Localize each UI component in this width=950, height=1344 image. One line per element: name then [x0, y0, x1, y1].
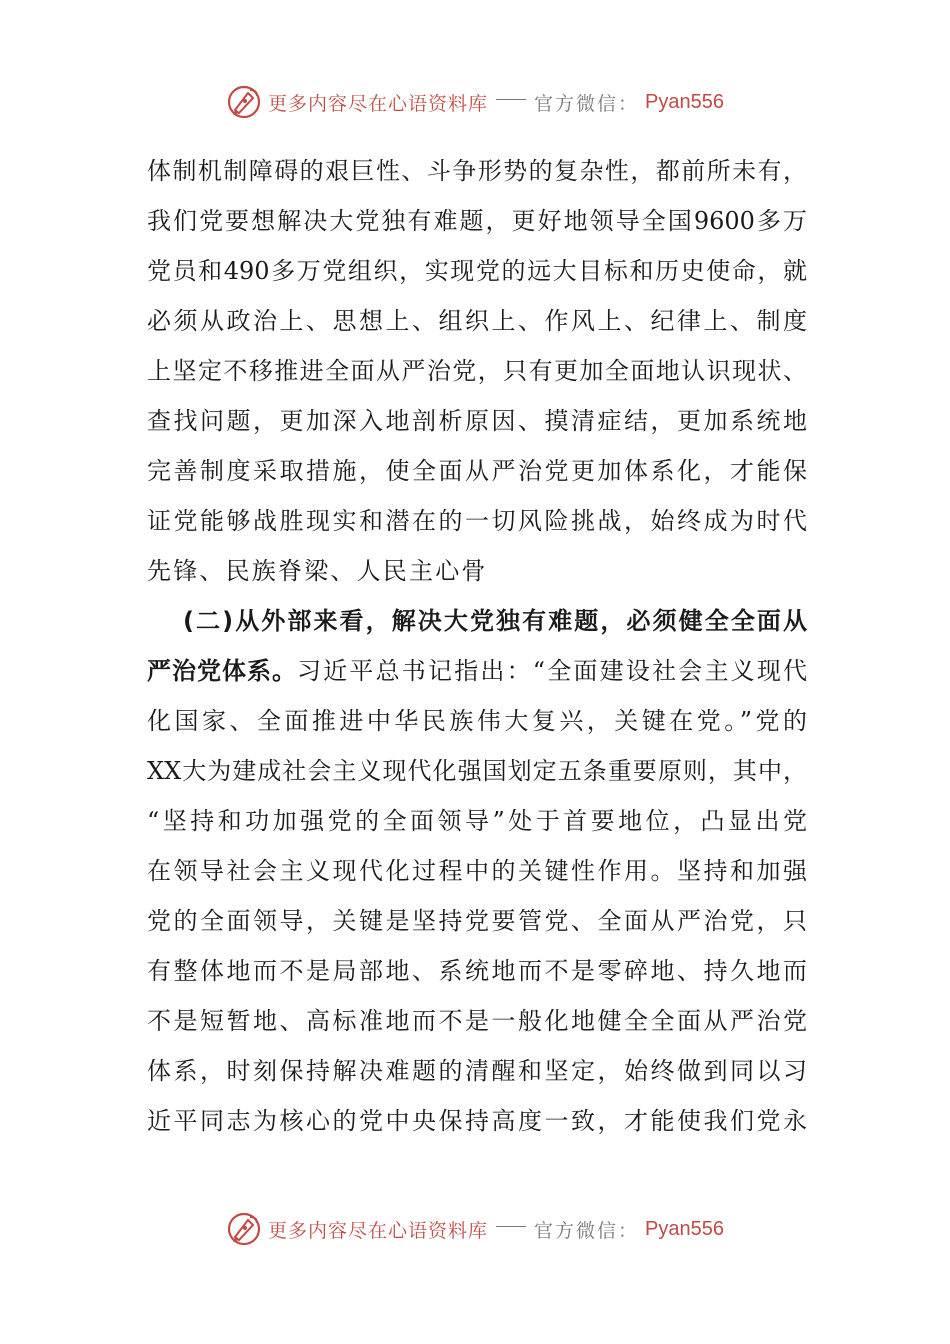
text-line: 我们党要想解决大党独有难题，更好地领导全国9600多万 — [147, 207, 807, 235]
text-line: 不是短暂地、高标准地而不是一般化地健全全面从严治党 — [147, 1007, 807, 1035]
text-line: 体制机制障碍的艰巨性、斗争形势的复杂性，都前所未有， — [147, 157, 807, 185]
text-line: 党员和490多万党组织，实现党的远大目标和历史使命，就 — [147, 257, 807, 285]
paragraph-2 — [147, 596, 810, 1146]
section-heading-line: (二)从外部来看，解决大党独有难题，必须健全全面从 — [183, 607, 807, 635]
text-line: 证党能够战胜现实和潜在的一切风险挑战，始终成为时代 — [147, 507, 807, 535]
text-line: 体系，时刻保持解决难题的清醒和坚定，始终做到同以习 — [147, 1057, 807, 1085]
paragraph-1 — [147, 146, 807, 596]
banner-wechat-id: Pyan556 — [645, 1217, 724, 1240]
pen-nib-logo-icon — [226, 84, 262, 120]
banner-wechat-label: 官方微信： — [534, 92, 640, 115]
text-line: 在领导社会主义现代化过程中的关键性作用。坚持和加强 — [147, 857, 807, 885]
banner-dash — [496, 1226, 526, 1227]
document-body — [147, 146, 810, 1146]
text-line: 近平同志为核心的党中央保持高度一致，才能使我们党永 — [147, 1107, 807, 1135]
text-line: 有整体地而不是局部地、系统地而不是零碎地、持久地而 — [147, 957, 807, 985]
text-line: 完善制度采取措施，使全面从严治党更加体系化，才能保 — [147, 457, 807, 485]
text-line: 上坚定不移推进全面从严治党，只有更加全面地认识现状、 — [147, 357, 807, 385]
header-banner — [0, 80, 950, 124]
text-line: 党的全面领导，关键是坚持党要管党、全面从严治党，只 — [147, 907, 807, 935]
banner-text: 更多内容尽在心语资料库 — [268, 92, 489, 115]
banner-dash — [496, 99, 526, 100]
footer-banner — [0, 1207, 950, 1251]
text-line: 必须从政治上、思想上、组织上、作风上、纪律上、制度 — [147, 307, 807, 335]
text-line: “坚持和功加强党的全面领导”处于首要地位，凸显出党 — [147, 807, 807, 835]
banner-wechat-label: 官方微信： — [534, 1219, 640, 1242]
section-heading-bold: 严治党体系。 — [147, 657, 297, 685]
section-heading-rest: 习近平总书记指出：“全面建设社会主义现代 — [297, 657, 810, 685]
section-heading-line-2 — [147, 646, 810, 696]
pen-nib-logo-icon — [226, 1211, 262, 1247]
text-line: XX大为建成社会主义现代化强国划定五条重要原则，其中， — [147, 757, 807, 785]
banner-text: 更多内容尽在心语资料库 — [268, 1219, 489, 1242]
text-line: 先锋、民族脊梁、人民主心骨 — [147, 557, 488, 585]
text-line: 查找问题，更加深入地剖析原因、摸清症结，更加系统地 — [147, 407, 807, 435]
banner-wechat-id: Pyan556 — [645, 90, 724, 113]
text-line: 化国家、全面推进中华民族伟大复兴，关键在党。”党的 — [147, 707, 807, 735]
